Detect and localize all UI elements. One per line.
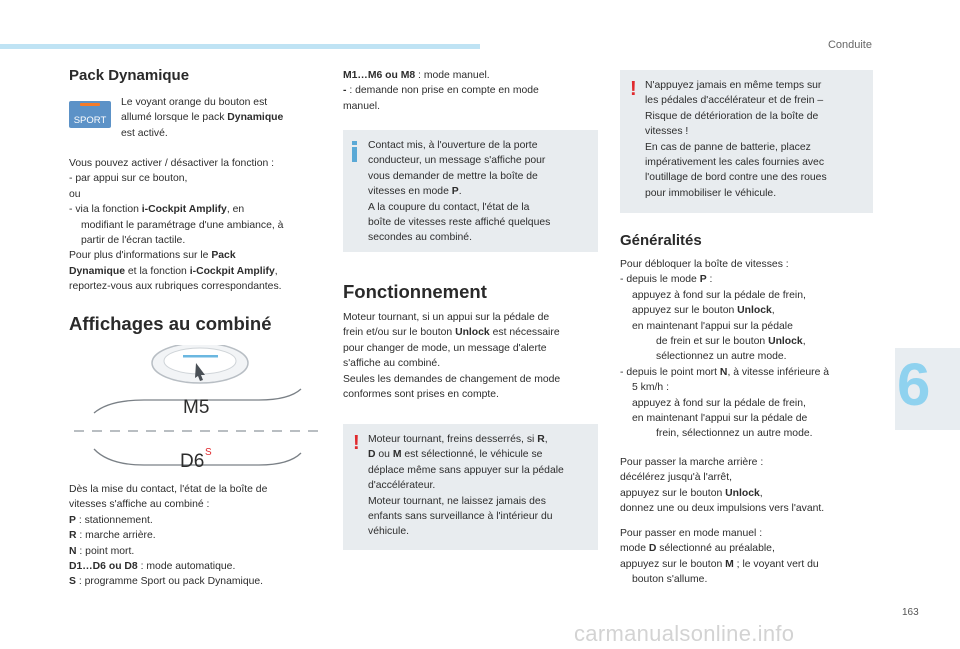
text-line: 5 km/h : bbox=[632, 382, 669, 394]
text-line: appuyez sur le bouton Unlock, bbox=[620, 487, 763, 499]
text-line: - via la fonction i-Cockpit Amplify, en bbox=[69, 204, 245, 216]
text-line: les pédales d'accélérateur et de frein – bbox=[645, 95, 824, 107]
text-line: reportez-vous aux rubriques correspondantes. bbox=[69, 281, 282, 293]
text-line: conducteur, un message s'affiche pour bbox=[368, 155, 546, 167]
section-title: Conduite bbox=[827, 39, 872, 51]
text-line: vitesses en mode P. bbox=[368, 186, 462, 198]
warning-box-2 bbox=[620, 70, 873, 213]
text-line: M1…M6 ou M8 : mode manuel. bbox=[343, 70, 490, 81]
text-line: D1…D6 ou D8 : mode automatique. bbox=[69, 561, 236, 573]
watermark: carmanualsonline.info bbox=[574, 621, 795, 646]
chapter-number: 6 bbox=[897, 351, 931, 418]
text-line: mode D sélectionné au préalable, bbox=[620, 543, 775, 555]
generalites-body bbox=[620, 257, 885, 442]
column-2-top bbox=[343, 68, 603, 114]
warning-icon: ! bbox=[630, 78, 637, 100]
text-line: sélectionnez un autre mode. bbox=[656, 351, 787, 363]
text-line: - : demande non prise en compte en mode bbox=[343, 85, 539, 97]
text-line: N'appuyez jamais en même temps sur bbox=[645, 80, 822, 91]
text-line: Risque de détérioration de la boîte de bbox=[645, 110, 819, 122]
text-line: appuyez sur le bouton Unlock, bbox=[632, 305, 775, 317]
text-line: Vous pouvez activer / désactiver la fonction : bbox=[69, 158, 275, 169]
fonctionnement-title: Fonctionnement bbox=[343, 281, 487, 302]
text-line: de frein et sur le bouton Unlock, bbox=[656, 336, 806, 348]
text-line: allumé lorsque le pack Dynamique bbox=[121, 112, 284, 124]
text-line: boîte de vitesses reste affiché quelques bbox=[368, 217, 551, 229]
text-line: Moteur tournant, freins desserrés, si R, bbox=[368, 434, 548, 445]
text-line: frein et/ou sur le bouton Unlock est nécessaire bbox=[343, 327, 560, 339]
warning-icon: ! bbox=[353, 432, 360, 454]
text-line: enfants sans surveillance à l'intérieur du bbox=[368, 511, 553, 523]
text-line: secondes au combiné. bbox=[368, 232, 472, 244]
text-line: A la coupure du contact, l'état de la bbox=[368, 201, 530, 213]
affichages-body bbox=[69, 482, 331, 590]
text-line: En cas de panne de batterie, placez bbox=[645, 141, 811, 153]
text-line: déplace même sans appuyer sur la pédale bbox=[368, 464, 564, 476]
cluster-illustration bbox=[69, 345, 331, 480]
text-line: Pour débloquer la boîte de vitesses : bbox=[620, 259, 789, 270]
text-line: s'affiche au combiné. bbox=[343, 358, 441, 370]
text-line: l'outillage de bord contre une des roues bbox=[645, 172, 827, 184]
info-icon bbox=[352, 141, 357, 162]
text-line: donnez une ou deux impulsions vers l'avant. bbox=[620, 503, 825, 515]
pack-body bbox=[69, 156, 331, 295]
text-line: appuyez à fond sur la pédale de frein, bbox=[632, 289, 806, 301]
text-line: vitesses s'affiche au combiné : bbox=[69, 499, 210, 511]
display-s: S bbox=[205, 447, 212, 458]
text-line: Seules les demandes de changement de mode bbox=[343, 373, 561, 385]
display-m5: M5 bbox=[183, 397, 210, 418]
sport-button-icon bbox=[69, 101, 111, 128]
text-line: appuyez sur le bouton M ; le voyant vert du bbox=[620, 558, 819, 570]
text-line: manuel. bbox=[343, 100, 380, 112]
text-line: Moteur tournant, ne laissez jamais des bbox=[368, 495, 546, 507]
text-line: N : point mort. bbox=[69, 545, 135, 557]
text-line: pour immobiliser le véhicule. bbox=[645, 187, 777, 199]
text-line: - depuis le point mort N, à vitesse inférieure à bbox=[620, 366, 830, 378]
text-line: - depuis le mode P : bbox=[620, 274, 713, 286]
generalites-title: Généralités bbox=[620, 232, 702, 249]
pack-intro bbox=[121, 95, 331, 141]
led-indicator bbox=[80, 103, 100, 106]
text-line: vitesses ! bbox=[645, 126, 689, 138]
text-line: en maintenant l'appui sur la pédale de bbox=[632, 413, 808, 425]
mode-manuel-body bbox=[620, 526, 885, 588]
text-line: Pour passer la marche arrière : bbox=[620, 457, 764, 468]
text-line: D ou M est sélectionné, le véhicule se bbox=[368, 449, 543, 461]
text-line: Dynamique et la fonction i-Cockpit Amplify, bbox=[69, 265, 278, 277]
text-line: R : marche arrière. bbox=[69, 530, 156, 542]
header-bar bbox=[0, 44, 480, 49]
text-line: - par appui sur ce bouton, bbox=[69, 173, 188, 185]
text-line: ou bbox=[69, 188, 81, 200]
marche-arriere-body bbox=[620, 455, 885, 517]
text-line: Moteur tournant, si un appui sur la pédale de bbox=[343, 312, 550, 323]
affichages-title: Affichages au combiné bbox=[69, 313, 272, 334]
text-line: bouton s'allume. bbox=[632, 574, 708, 586]
text-line: conformes sont prises en compte. bbox=[343, 389, 499, 401]
text-line: d'accélérateur. bbox=[368, 480, 436, 492]
text-line: S : programme Sport ou pack Dynamique. bbox=[69, 576, 264, 588]
sport-label: SPORT bbox=[73, 115, 107, 126]
text-line: Dès la mise du contact, l'état de la boîte de bbox=[69, 484, 268, 495]
text-line: Pour plus d'informations sur le Pack bbox=[69, 250, 236, 262]
text-line: décélérez jusqu'à l'arrêt, bbox=[620, 472, 732, 484]
fonctionnement-body bbox=[343, 310, 603, 402]
text-line: Contact mis, à l'ouverture de la porte bbox=[368, 140, 538, 151]
text-line: Le voyant orange du bouton est bbox=[121, 97, 268, 108]
text-line: partir de l'écran tactile. bbox=[81, 235, 186, 247]
text-line: appuyez à fond sur la pédale de frein, bbox=[632, 397, 806, 409]
warning-box bbox=[343, 424, 598, 550]
text-line: véhicule. bbox=[368, 526, 410, 538]
text-line: P : stationnement. bbox=[69, 514, 153, 526]
text-line: vous demander de mettre la boîte de bbox=[368, 170, 538, 182]
column-1 bbox=[69, 67, 331, 84]
text-line: modifiant le paramétrage d'une ambiance, à bbox=[81, 219, 284, 231]
text-line: frein, sélectionnez un autre mode. bbox=[656, 428, 813, 440]
text-line: en maintenant l'appui sur la pédale bbox=[632, 320, 793, 332]
info-box bbox=[343, 130, 598, 252]
display-d6: D6 bbox=[180, 451, 205, 472]
text-line: Pour passer en mode manuel : bbox=[620, 528, 763, 539]
pack-title: Pack Dynamique bbox=[69, 67, 190, 84]
text-line: est activé. bbox=[121, 127, 168, 139]
text-line: impérativement les cales fournies avec bbox=[645, 157, 825, 169]
page-number: 163 bbox=[902, 607, 919, 618]
text-line: pour changer de mode, un message d'alerte bbox=[343, 342, 547, 354]
